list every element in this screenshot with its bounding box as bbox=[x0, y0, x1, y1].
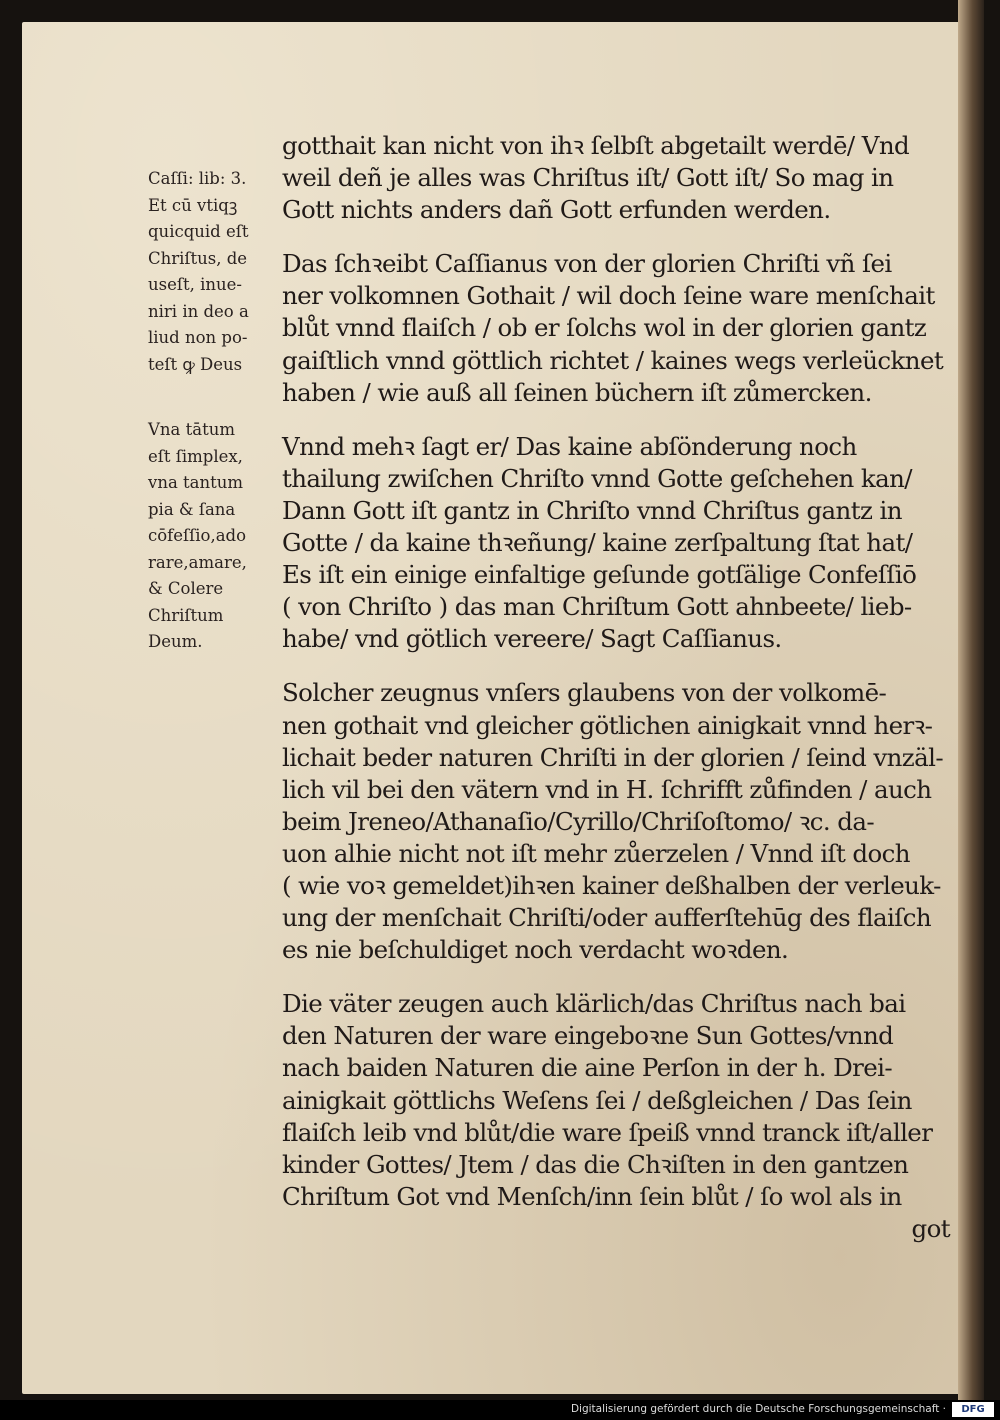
text-line: haben / wie auß all ſeinen büchern iſt zůmercken. bbox=[282, 377, 872, 407]
margin-note-line: Vna tātum bbox=[148, 420, 235, 439]
margin-note-line: cōfeſſio,ado bbox=[148, 526, 247, 545]
text-line: Das ſchꝛeibt Caſſianus von der glorien Chriſti vñ ſei bbox=[282, 249, 892, 279]
text-line: Es iſt ein einige einfaltige geſunde gotſälige Confeſſiō bbox=[282, 560, 917, 590]
paragraph bbox=[282, 248, 950, 408]
text-line: Die väter zeugen auch klärlich/das Chriſtus nach bai bbox=[282, 989, 906, 1019]
margin-note-line: liud non po- bbox=[148, 328, 248, 347]
text-line: weil deñ je alles was Chriſtus iſt/ Gott iſt/ So mag in bbox=[282, 163, 894, 193]
margin-note-line: pia & ſana bbox=[148, 499, 236, 519]
margin-note-line: rare,amare, bbox=[148, 552, 247, 572]
dfg-logo-icon: DFG bbox=[952, 1402, 994, 1417]
text-line: gaiſtlich vnnd göttlich richtet / kaines wegs verleücknet bbox=[282, 345, 944, 375]
paragraph bbox=[282, 677, 950, 966]
text-line: flaiſch leib vnd blůt/die ware ſpeiß vnnd tranck iſt/aller bbox=[282, 1117, 933, 1147]
text-line: thailung zwiſchen Chriſto vnnd Gotte geſchehen kan/ bbox=[282, 463, 912, 493]
margin-note-line: Et cū vtiqꝫ bbox=[148, 195, 238, 215]
margin-note-line: teſt ꝙ Deus bbox=[148, 354, 243, 374]
digitization-footer bbox=[0, 1400, 1000, 1420]
margin-note-line: Caſſi: lib: 3. bbox=[148, 169, 247, 188]
book-gutter bbox=[958, 0, 984, 1400]
margin-note-line: Deum. bbox=[148, 632, 203, 651]
margin-notes bbox=[148, 166, 278, 656]
text-line: lichait beder naturen Chriſti in der glorien / ſeind vnzäl- bbox=[282, 742, 944, 772]
text-line: ( von Chriſto ) das man Chriſtum Gott ahnbeete/ lieb- bbox=[282, 592, 912, 622]
margin-note-line: & Colere bbox=[148, 579, 224, 598]
paragraph bbox=[282, 130, 950, 226]
paragraph bbox=[282, 988, 950, 1245]
text-line: ung der menſchait Chriſti/oder aufferſtehūg des flaiſch bbox=[282, 903, 932, 933]
margin-note-line: useſt, inue- bbox=[148, 275, 242, 294]
text-line: den Naturen der ware eingeboꝛne Sun Gottes/vnnd bbox=[282, 1021, 894, 1051]
text-line: blůt vnnd flaiſch / ob er ſolchs wol in der glorien gantz bbox=[282, 313, 927, 343]
text-line: ainigkait göttlichs Weſens ſei / deßgleichen / Das ſein bbox=[282, 1085, 912, 1115]
margin-note-line: Chriſtum bbox=[148, 605, 224, 625]
text-line: nen gothait vnd gleicher götlichen ainigkait vnnd herꝛ- bbox=[282, 710, 933, 740]
footer-credit: Digitalisierung gefördert durch die Deutsche Forschungsgemeinschaft · bbox=[570, 1403, 946, 1415]
margin-note bbox=[148, 166, 278, 378]
margin-note-line: eſt ſimplex, bbox=[148, 446, 243, 466]
text-line: habe/ vnd götlich vereere/ Sagt Caſſianus. bbox=[282, 624, 782, 654]
text-line: lich vil bei den vätern vnd in H. ſchrifft zůfinden / auch bbox=[282, 774, 932, 804]
text-line: Solcher zeugnus vnſers glaubens von der volkomē- bbox=[282, 678, 887, 708]
margin-note-line: niri in deo a bbox=[148, 301, 249, 321]
text-line: beim Jreneo/Athanaſio/Cyrillo/Chriſoſtomo/ ꝛc. da- bbox=[282, 806, 875, 836]
margin-note bbox=[148, 417, 278, 656]
text-line: Chriſtum Got vnd Menſch/inn ſein blůt / ſo wol als in bbox=[282, 1181, 902, 1211]
catchword: got bbox=[911, 1213, 950, 1243]
text-line: Gotte / da kaine thꝛeñung/ kaine zerſpaltung ſtat hat/ bbox=[282, 528, 913, 558]
text-line: Vnnd mehꝛ ſagt er/ Das kaine abſönderung noch bbox=[282, 431, 857, 461]
text-line: gotthait kan nicht von ihꝛ ſelbſt abgetailt werdē/ Vnd bbox=[282, 131, 910, 160]
margin-note-line: Chriſtus, de bbox=[148, 248, 248, 268]
text-line: nach baiden Naturen die aine Perſon in der h. Drei- bbox=[282, 1053, 893, 1083]
paragraph bbox=[282, 431, 950, 656]
text-line: kinder Gottes/ Jtem / das die Chꝛiſten in den gantzen bbox=[282, 1149, 909, 1179]
text-line: es nie beſchuldiget noch verdacht woꝛden. bbox=[282, 935, 789, 965]
text-line: Gott nichts anders dañ Gott erfunden werden. bbox=[282, 195, 831, 225]
text-line: uon alhie nicht not iſt mehr zůerzelen / Vnnd iſt doch bbox=[282, 838, 910, 868]
text-line: ( wie voꝛ gemeldet)ihꝛen kainer deßhalben der verleuk- bbox=[282, 870, 941, 900]
text-line: ner volkomnen Gothait / wil doch ſeine ware menſchait bbox=[282, 281, 935, 311]
text-line: Dann Gott iſt gantz in Chriſto vnnd Chriſtus gantz in bbox=[282, 495, 902, 525]
margin-note-line: quicquid eſt bbox=[148, 222, 249, 241]
margin-note-line: vna tantum bbox=[148, 473, 244, 492]
body-text bbox=[282, 130, 950, 1245]
